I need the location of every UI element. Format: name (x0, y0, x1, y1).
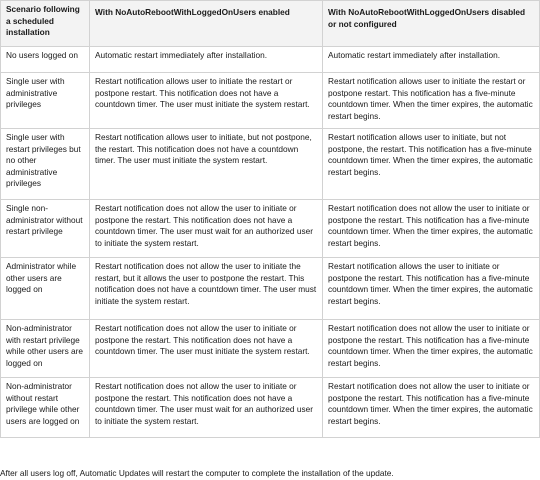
enabled-cell: Restart notification does not allow the user to initiate or postpone the restart. This notification does not have a countdown timer. The user must wait for an authorized user to initiate the system restart. (90, 200, 323, 258)
disabled-cell: Automatic restart immediately after installation. (323, 47, 540, 73)
enabled-cell: Restart notification does not allow the user to initiate or postpone the restart. This notification does not have a countdown timer. The user must wait for an authorized user to initiate the system restart. (90, 378, 323, 438)
header-enabled: With NoAutoRebootWithLoggedOnUsers enabled (90, 1, 323, 47)
scenario-cell: Non-administrator without restart privilege while other users are logged on (1, 378, 90, 438)
disabled-cell: Restart notification allows the user to initiate or postpone the restart. This notification has a five-minute countdown timer. When the timer expires, the automatic restart begins. (323, 258, 540, 320)
table-row (1, 129, 540, 200)
enabled-cell: Restart notification allows user to initiate, but not postpone, the restart. This notification does not have a countdown timer. The user must initiate the system restart. (90, 129, 323, 200)
header-scenario: Scenario following a scheduled installation (1, 1, 90, 47)
enabled-cell: Restart notification does not allow the user to initiate or postpone the restart. This notification does not have a countdown timer. The user must initiate the system restart. (90, 320, 323, 378)
footer-note: After all users log off, Automatic Updates will restart the computer to complete the installation of the update. (0, 468, 394, 479)
disabled-cell: Restart notification does not allow the user to initiate or postpone the restart. This notification has a five-minute countdown timer. When the timer expires, the automatic restart begins. (323, 320, 540, 378)
scenario-cell: Administrator while other users are logged on (1, 258, 90, 320)
header-disabled: With NoAutoRebootWithLoggedOnUsers disabled or not configured (323, 1, 540, 47)
scenario-cell: Single user with administrative privileges (1, 73, 90, 129)
enabled-cell: Automatic restart immediately after installation. (90, 47, 323, 73)
enabled-cell: Restart notification does not allow the user to initiate the restart, but it allows the user to postpone the restart. This notification does not have a countdown timer. The user must initiate the system restart. (90, 258, 323, 320)
table-row (1, 320, 540, 378)
enabled-cell: Restart notification allows user to initiate the restart or postpone restart. This notification does not have a countdown timer. The user must initiate the system restart. (90, 73, 323, 129)
table-row (1, 200, 540, 258)
table-row (1, 258, 540, 320)
scenario-cell: Non-administrator with restart privilege while other users are logged on (1, 320, 90, 378)
table-row (1, 47, 540, 73)
disabled-cell: Restart notification does not allow the user to initiate or postpone the restart. This notification has a five-minute countdown timer. When the timer expires, the automatic restart begins. (323, 200, 540, 258)
scenario-cell: Single non-administrator without restart privilege (1, 200, 90, 258)
disabled-cell: Restart notification does not allow the user to initiate or postpone the restart. This notification has a five-minute countdown timer. When the timer expires, the automatic restart begins. (323, 378, 540, 438)
table-row (1, 73, 540, 129)
disabled-cell: Restart notification allows user to initiate the restart or postpone restart. This notification has a five-minute countdown timer. When the timer expires, the automatic restart begins. (323, 73, 540, 129)
table-row (1, 378, 540, 438)
table-header-row (1, 1, 540, 47)
scenario-cell: Single user with restart privileges but no other administrative privileges (1, 129, 90, 200)
disabled-cell: Restart notification allows user to initiate, but not postpone, the restart. This notification has a five-minute countdown timer. When the timer expires, the automatic restart begins. (323, 129, 540, 200)
scenario-cell: No users logged on (1, 47, 90, 73)
